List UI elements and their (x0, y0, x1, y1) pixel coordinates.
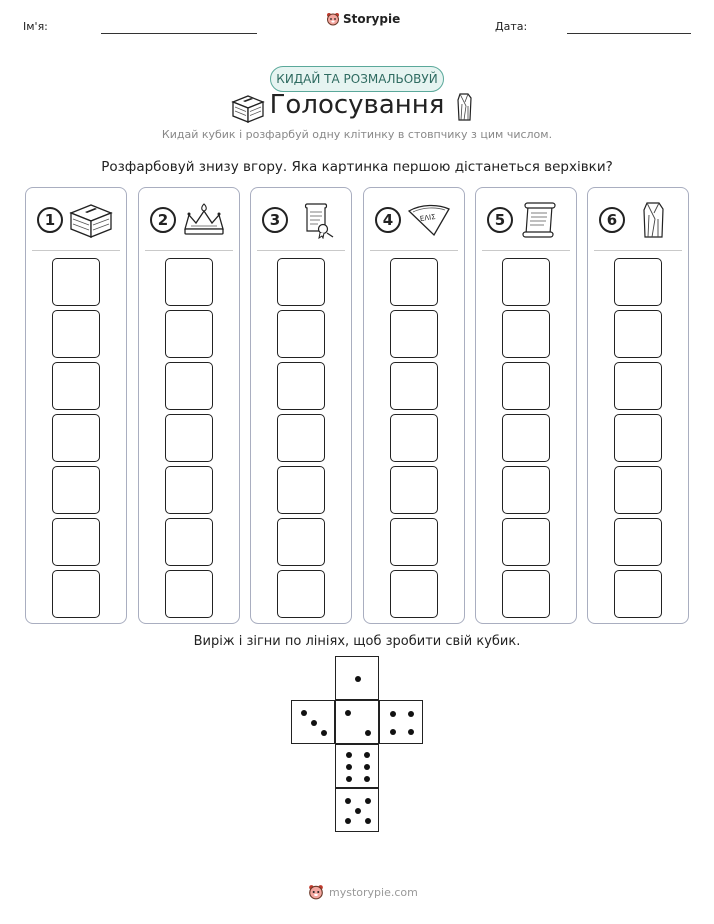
color-cell[interactable] (277, 518, 325, 566)
decree-scroll-icon (293, 201, 339, 239)
color-cell[interactable] (165, 518, 213, 566)
papyrus-scroll-icon (518, 201, 564, 239)
color-cell[interactable] (614, 258, 662, 306)
die-face-3 (291, 700, 335, 744)
color-cell[interactable] (165, 466, 213, 514)
color-cell[interactable] (502, 466, 550, 514)
column-2 (138, 187, 240, 624)
color-cell[interactable] (277, 466, 325, 514)
column-divider (594, 250, 682, 251)
color-cell[interactable] (502, 414, 550, 462)
brand-logo (326, 12, 400, 26)
column-divider (32, 250, 120, 251)
color-cell[interactable] (390, 466, 438, 514)
die-face-2 (335, 700, 379, 744)
color-cell[interactable] (52, 362, 100, 410)
color-cell[interactable] (502, 518, 550, 566)
column-number: 4 (375, 207, 401, 233)
die-pip (355, 808, 361, 814)
date-line (567, 33, 691, 34)
color-cell[interactable] (52, 258, 100, 306)
color-cell[interactable] (614, 518, 662, 566)
color-cell[interactable] (390, 414, 438, 462)
column-6 (587, 187, 689, 624)
die-face-4 (379, 700, 423, 744)
storypie-bear-icon (326, 12, 340, 26)
column-number: 6 (599, 207, 625, 233)
ostracon-shard-icon (406, 201, 452, 239)
column-number: 1 (37, 207, 63, 233)
column-number: 5 (487, 207, 513, 233)
die-pip (365, 798, 371, 804)
color-cell[interactable] (52, 310, 100, 358)
color-cell[interactable] (390, 310, 438, 358)
cut-instruction: Виріж і зігни по лініях, щоб зробити свій кубик. (193, 634, 521, 649)
die-pip (355, 676, 361, 682)
column-divider (370, 250, 458, 251)
die-pip (408, 729, 414, 735)
ostracon-inscription: ΕΛΙΣ (419, 212, 437, 224)
ballot-box-icon (68, 201, 114, 239)
die-pip (321, 730, 327, 736)
die-pip (390, 729, 396, 735)
die-pip (345, 798, 351, 804)
die-face-1 (335, 656, 379, 700)
die-face-6 (335, 744, 379, 788)
color-cell[interactable] (502, 258, 550, 306)
column-number: 3 (262, 207, 288, 233)
color-cell[interactable] (165, 414, 213, 462)
color-cell[interactable] (390, 362, 438, 410)
column-divider (145, 250, 233, 251)
color-cell[interactable] (390, 258, 438, 306)
name-label: Ім'я: (23, 20, 48, 33)
die-pip (365, 730, 371, 736)
die-pip (345, 710, 351, 716)
color-cell[interactable] (277, 414, 325, 462)
column-3 (250, 187, 352, 624)
die-pip (364, 776, 370, 782)
die-pip (301, 710, 307, 716)
activity-badge: КИДАЙ ТА РОЗМАЛЬОВУЙ (270, 66, 444, 92)
color-cell[interactable] (277, 310, 325, 358)
color-cell[interactable] (502, 570, 550, 618)
date-label: Дата: (495, 20, 528, 33)
color-cell[interactable] (390, 570, 438, 618)
color-cell[interactable] (277, 570, 325, 618)
color-cell[interactable] (614, 570, 662, 618)
color-cell[interactable] (390, 518, 438, 566)
die-pip (346, 764, 352, 770)
die-face-5 (335, 788, 379, 832)
toga-icon (630, 201, 676, 239)
toga-icon (454, 92, 476, 122)
color-cell[interactable] (614, 414, 662, 462)
color-cell[interactable] (52, 414, 100, 462)
color-cell[interactable] (614, 466, 662, 514)
die-pip (390, 711, 396, 717)
column-number: 2 (150, 207, 176, 233)
page-title: Голосування (269, 90, 445, 120)
color-cell[interactable] (502, 362, 550, 410)
brand-name: Storypie (343, 12, 401, 26)
color-cell[interactable] (165, 258, 213, 306)
color-cell[interactable] (277, 258, 325, 306)
color-cell[interactable] (52, 518, 100, 566)
instruction: Розфарбовуй знизу вгору. Яка картинка першою дістанеться верхівки? (101, 159, 613, 175)
die-pip (346, 752, 352, 758)
subtitle: Кидай кубик і розфарбуй одну клітинку в стовпчику з цим числом. (161, 128, 553, 141)
storypie-bear-icon (308, 884, 324, 900)
crown-icon (181, 201, 227, 239)
die-pip (364, 752, 370, 758)
color-cell[interactable] (52, 466, 100, 514)
die-pip (311, 720, 317, 726)
color-cell[interactable] (165, 310, 213, 358)
column-4 (363, 187, 465, 624)
die-pip (345, 818, 351, 824)
die-pip (408, 711, 414, 717)
color-cell[interactable] (165, 362, 213, 410)
color-cell[interactable] (165, 570, 213, 618)
color-cell[interactable] (614, 362, 662, 410)
color-cell[interactable] (52, 570, 100, 618)
footer (308, 884, 418, 900)
footer-url: mystorypie.com (329, 885, 418, 899)
column-1 (25, 187, 127, 624)
name-line (101, 33, 257, 34)
column-divider (257, 250, 345, 251)
die-pip (346, 776, 352, 782)
color-cell[interactable] (502, 310, 550, 358)
die-pip (364, 764, 370, 770)
column-5 (475, 187, 577, 624)
column-divider (482, 250, 570, 251)
color-cell[interactable] (277, 362, 325, 410)
die-pip (365, 818, 371, 824)
color-cell[interactable] (614, 310, 662, 358)
